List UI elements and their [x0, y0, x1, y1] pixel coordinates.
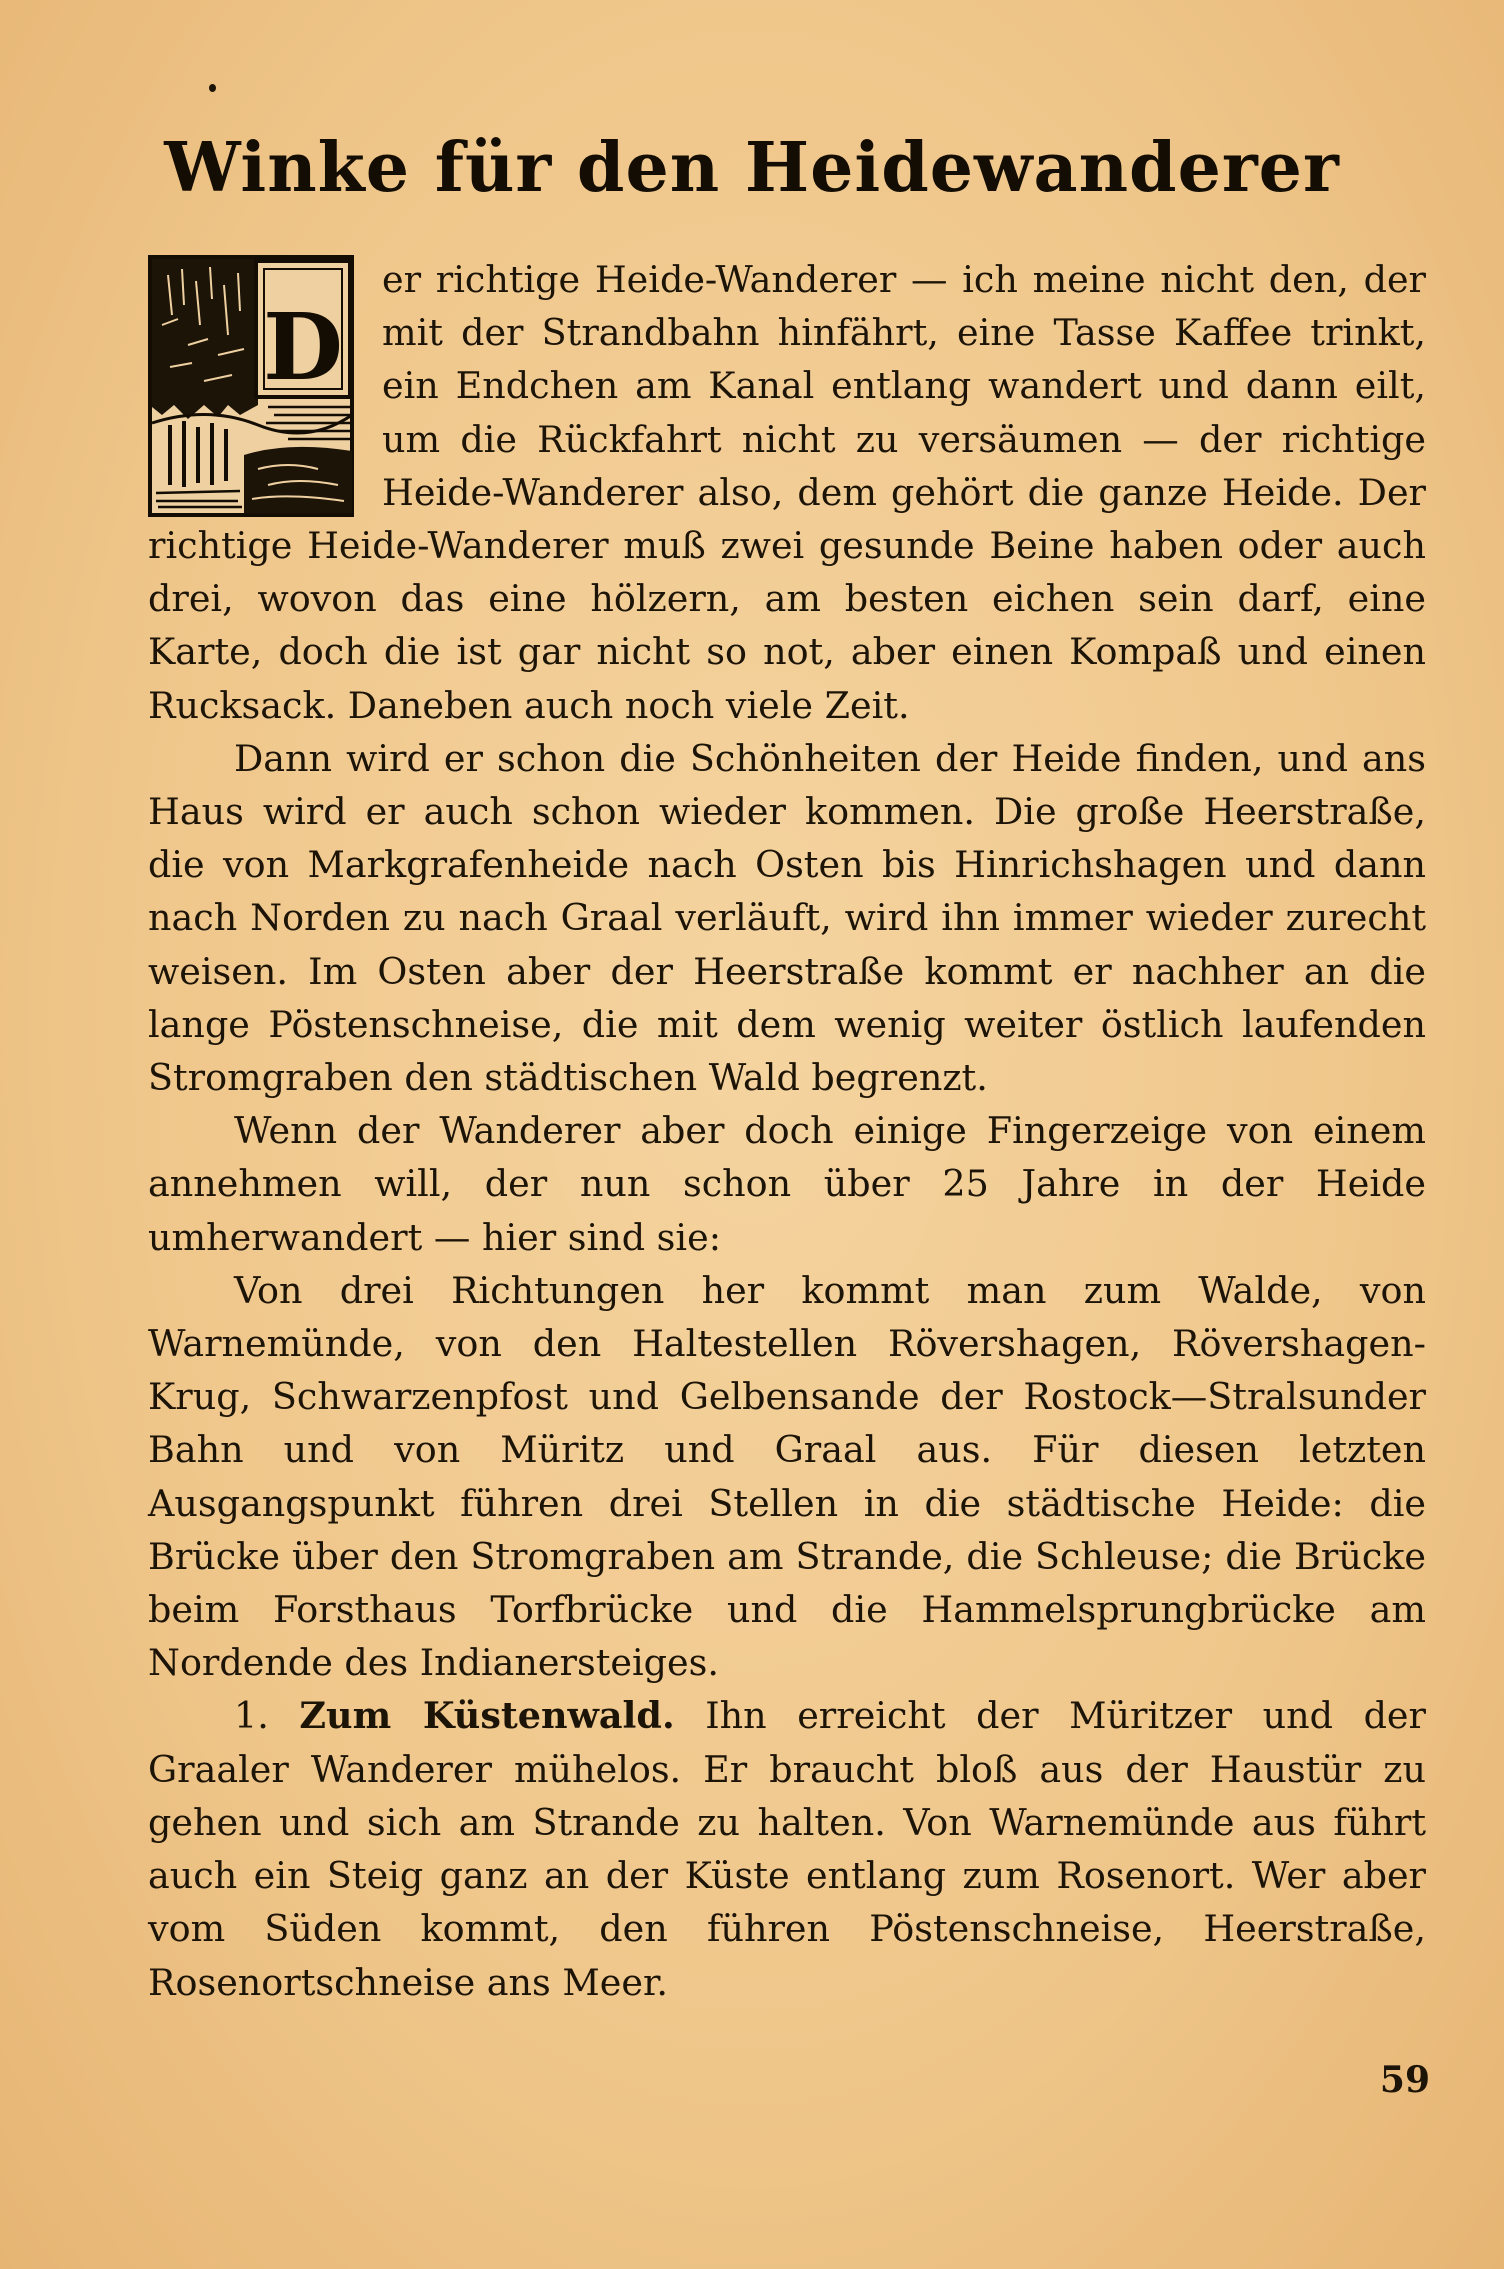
paragraph-3: Wenn der Wanderer aber doch einige Fingerzeige von einem annehmen will, der nun schon über 25 Jahre in der Heide umherwandert — hier sind sie:: [148, 1109, 1426, 1259]
page-title: Winke für den Heidewanderer: [164, 128, 1340, 208]
paragraph-1-text: er richtige Heide-Wanderer — ich meine nicht den, der mit der Strandbahn hinfährt, eine Tasse Kaffee trinkt, ein Endchen am Kanal entlang wandert und dann eilt, um die Rückfahrt nicht zu versäumen — der richtige Heide-Wanderer also, dem gehört die ganze Heide. Der richtige Heide-Wanderer muß zwei gesunde Beine haben oder auch drei, wovon das eine hölzern, am besten eichen sein darf, eine Karte, doch die ist gar nicht so not, aber einen Kompaß und einen Rucksack. Daneben auch noch viele Zeit.: [148, 258, 1426, 727]
section-number: 1.: [234, 1694, 269, 1738]
page-number: 59: [1379, 2059, 1430, 2101]
ink-speck: [209, 84, 216, 92]
paragraph-5-text: Ihn erreicht der Müritzer und der Graaler Wanderer mühelos. Er braucht bloß aus der Haustür zu gehen und sich am Strande zu halten. Von Warnemünde aus führt auch ein Steig ganz an der Küste entlang zum Rosenort. Wer aber vom Süden kommt, den führen Pöstenschneise, Heerstraße, Rosenortschneise ans Meer.: [148, 1694, 1426, 2004]
paragraph-2: Dann wird er schon die Schönheiten der Heide finden, und ans Haus wird er auch schon wieder kommen. Die große Heerstraße, die von Markgrafenheide nach Osten bis Hinrichshagen und dann nach Norden zu nach Graal verläuft, wird ihn immer wieder zurecht weisen. Im Osten aber der Heerstraße kommt er nachher an die lange Pöstenschneise, die mit dem wenig weiter östlich laufenden Stromgraben den städtischen Wald begrenzt.: [148, 736, 1426, 1100]
paragraph-4: Von drei Richtungen her kommt man zum Walde, von Warnemünde, von den Haltestellen Rövershagen, Rövershagen-Krug, Schwarzenpfost und Gelbensande der Rostock—Stralsunder Bahn und von Müritz und Graal aus. Für diesen letzten Ausgangspunkt führen drei Stellen in die städtische Heide: die Brücke über den Stromgraben am Strande, die Schleuse; die Brücke beim Forsthaus Torfbrücke und die Hammelsprungbrücke am Nordende des Indianersteiges.: [148, 1268, 1426, 1685]
paragraph-5: [148, 1689, 1426, 2008]
body-text: [148, 253, 1426, 2009]
section-heading: Zum Küstenwald.: [299, 1694, 675, 1738]
drop-cap-letter: D: [263, 293, 343, 401]
paragraph-1: [148, 253, 1426, 732]
drop-cap: [148, 255, 354, 517]
